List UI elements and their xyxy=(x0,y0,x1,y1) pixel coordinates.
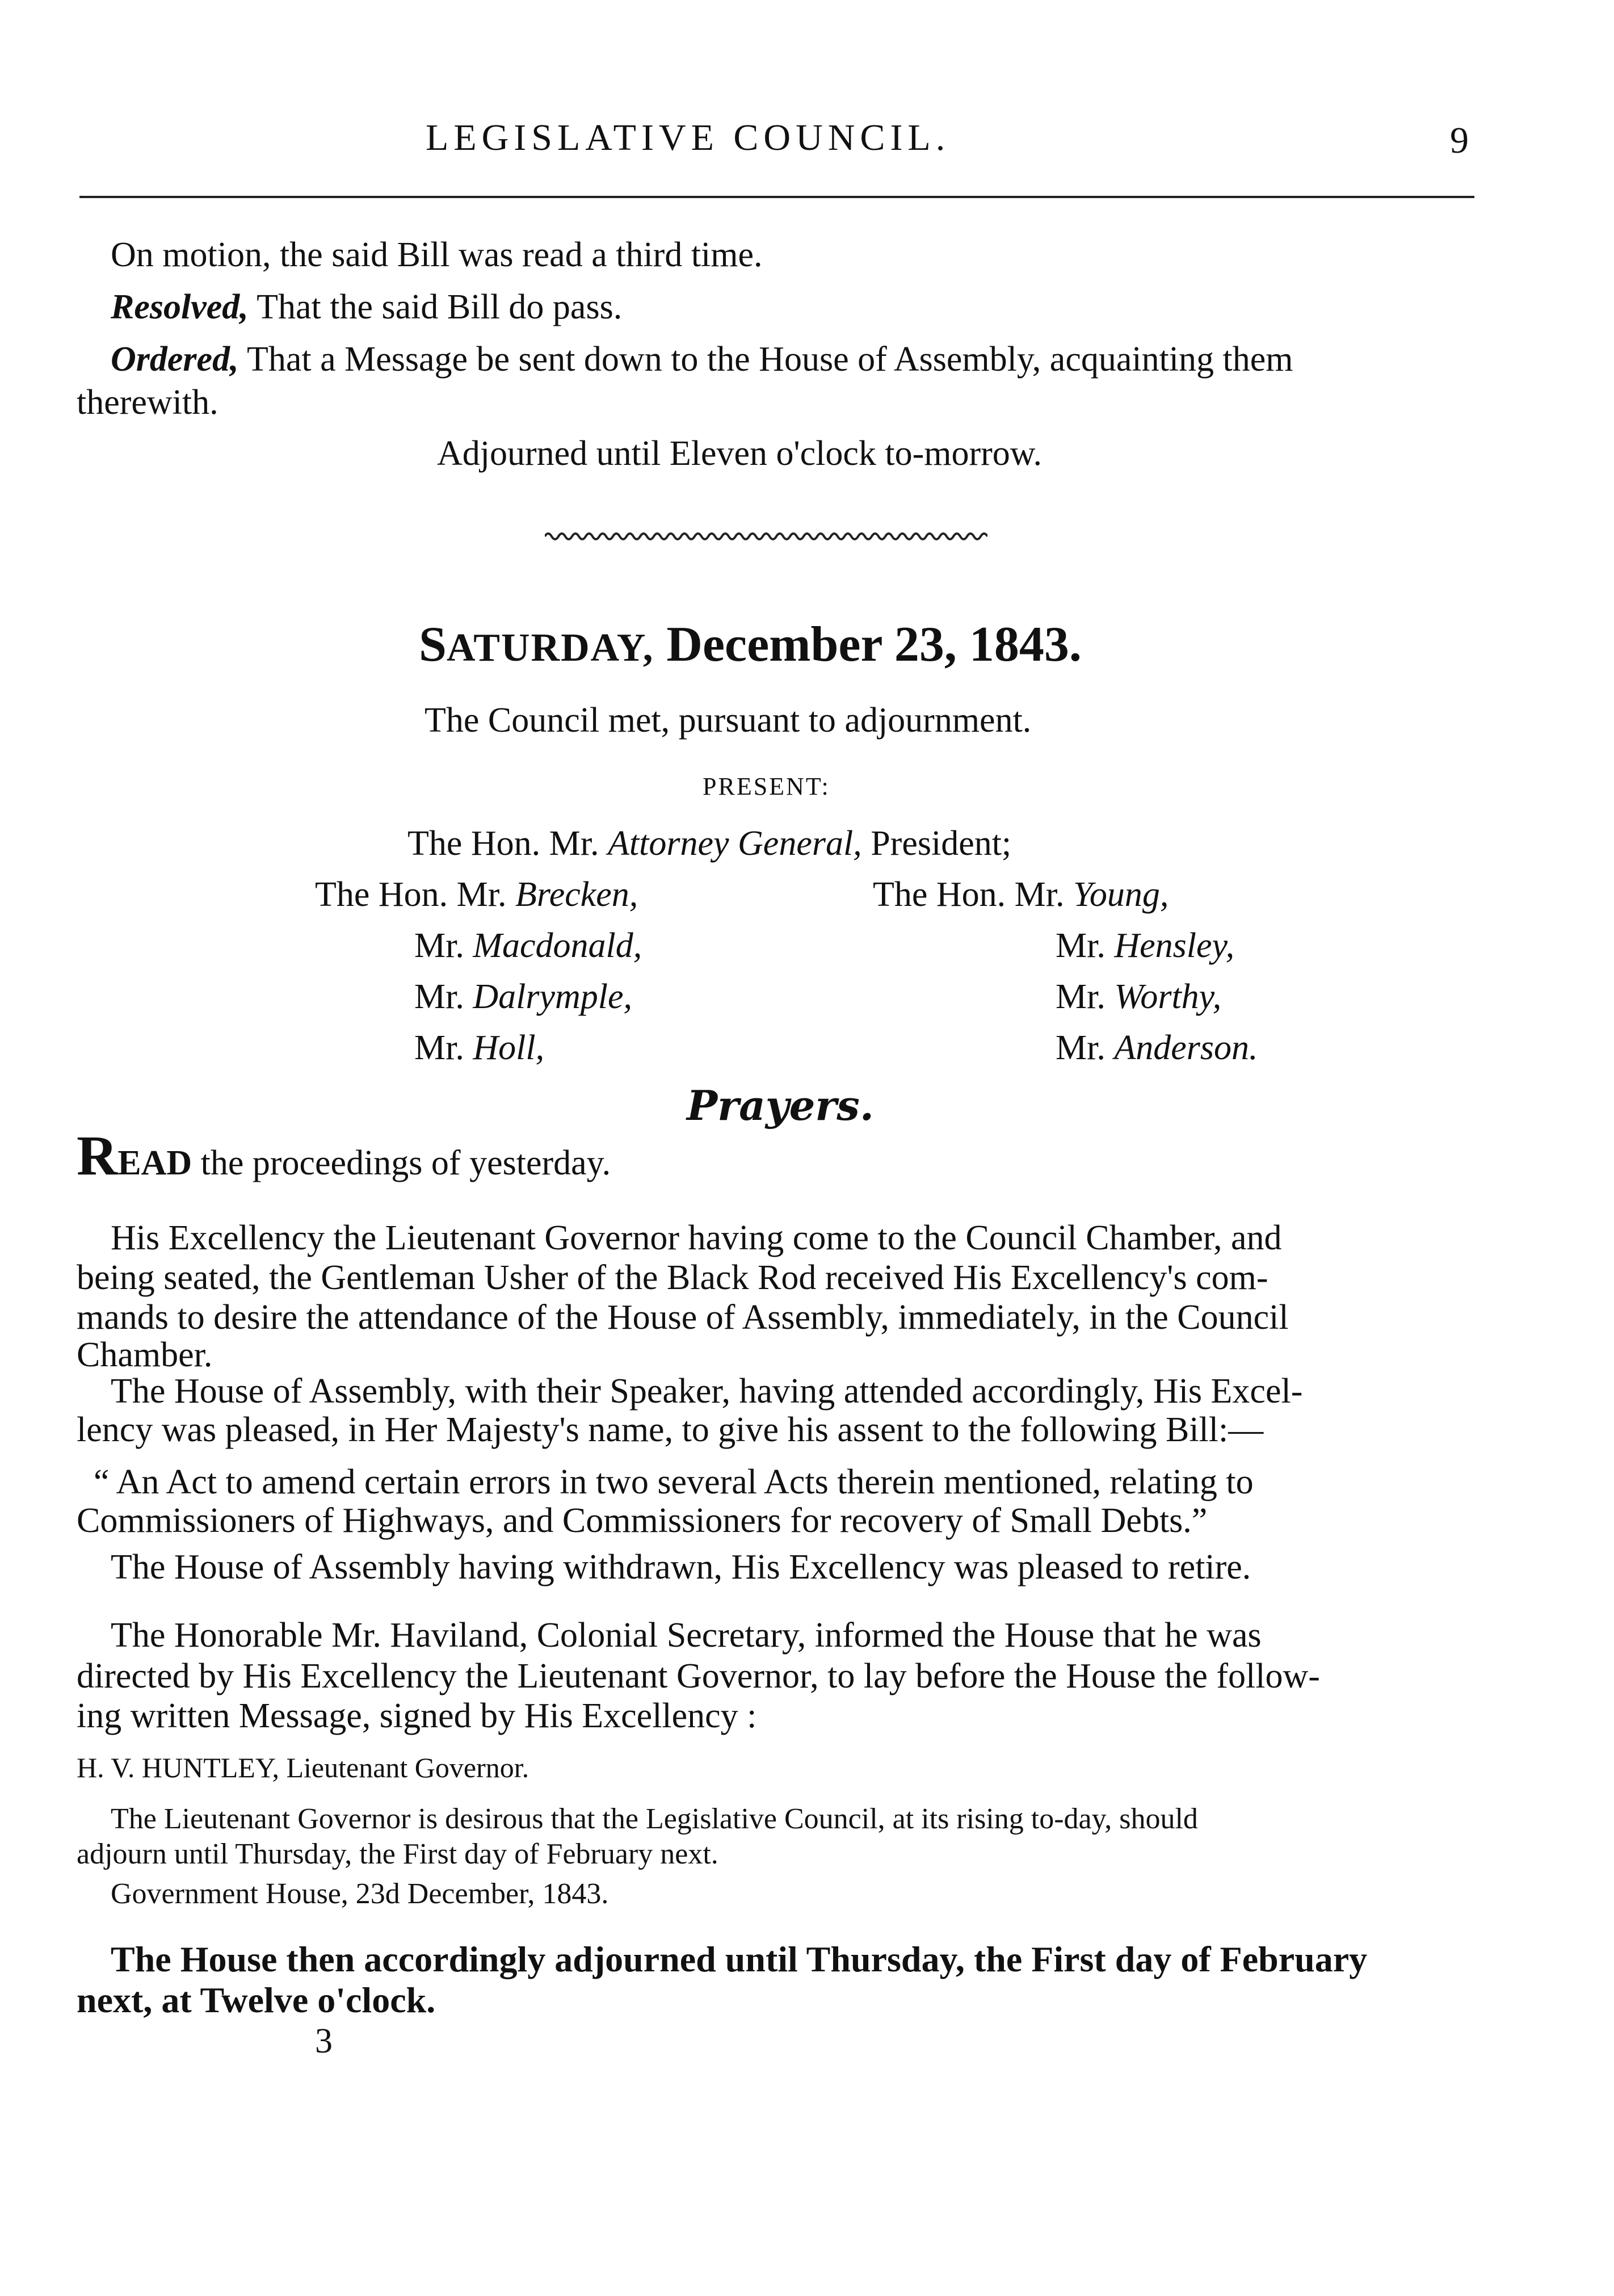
governor-p1-line4: Chamber. xyxy=(77,1336,213,1374)
member-name: Brecken, xyxy=(515,875,638,914)
member-right-3 xyxy=(1056,973,1221,1020)
governor-signature: H. V. HUNTLEY, Lieutenant Governor. xyxy=(77,1752,529,1783)
ordered-label: Ordered, xyxy=(111,340,239,379)
section-ornament xyxy=(545,528,987,545)
act-title-line2: Commissioners of Highways, and Commissioners for recovery of Small Debts.” xyxy=(77,1501,1208,1540)
resolved-label: Resolved, xyxy=(111,288,249,326)
resolved-text: That the said Bill do pass. xyxy=(257,288,623,326)
third-reading-line: On motion, the said Bill was read a third time. xyxy=(111,236,763,274)
drop-cap: R xyxy=(77,1124,118,1187)
member-left-4 xyxy=(414,1025,544,1071)
ordered-continuation: therewith. xyxy=(77,383,218,422)
present-label: PRESENT: xyxy=(703,773,830,800)
governor-p2-line1: The House of Assembly, with their Speaker, having attended accordingly, His Excel- xyxy=(111,1372,1303,1411)
read-line xyxy=(77,1124,611,1187)
message-intro-line3: ing written Message, signed by His Excellency : xyxy=(77,1697,757,1735)
member-left-1 xyxy=(315,871,638,918)
message-place-date: Government House, 23d December, 1843. xyxy=(111,1878,609,1910)
member-name: Young, xyxy=(1073,875,1169,914)
withdrawn-line: The House of Assembly having withdrawn, His Excellency was pleased to retire. xyxy=(111,1548,1251,1586)
read-text: the proceedings of yesterday. xyxy=(192,1144,611,1182)
member-right-4 xyxy=(1056,1025,1258,1071)
member-name: Worthy, xyxy=(1114,977,1222,1016)
governor-p1-line2: being seated, the Gentleman Usher of the Black Rod received His Excellency's com- xyxy=(77,1258,1268,1297)
prayers-heading: Prayers. xyxy=(687,1081,874,1130)
member-left-2 xyxy=(414,922,642,969)
president-name: Attorney General, xyxy=(608,824,862,863)
member-prefix: The Hon. Mr. xyxy=(315,875,507,914)
signature-mark: 3 xyxy=(315,2022,333,2060)
president-line xyxy=(407,820,1011,867)
message-body-line1: The Lieutenant Governor is desirous that the Legislative Council, at its rising to-day, should xyxy=(111,1803,1198,1835)
weekday-rest: ATURDAY, xyxy=(446,626,654,670)
governor-p1-line3: mands to desire the attendance of the House of Assembly, immediately, in the Council xyxy=(77,1298,1289,1337)
running-header: LEGISLATIVE COUNCIL. xyxy=(426,117,951,158)
resolved-line xyxy=(111,284,622,330)
member-prefix: The Hon. Mr. xyxy=(873,875,1065,914)
president-role: President; xyxy=(871,824,1012,863)
governor-p1-line1: His Excellency the Lieutenant Governor having come to the Council Chamber, and xyxy=(111,1219,1282,1257)
final-adjournment-line2: next, at Twelve o'clock. xyxy=(77,1980,436,2020)
session-date-heading xyxy=(419,616,1082,673)
session-date: December 23, 1843. xyxy=(666,617,1082,672)
member-left-3 xyxy=(414,973,632,1020)
final-adjournment-line1: The House then accordingly adjourned until Thursday, the First day of February xyxy=(111,1939,1368,1979)
member-right-1 xyxy=(873,871,1169,918)
member-name: Hensley, xyxy=(1114,926,1235,965)
member-prefix: Mr. xyxy=(1056,926,1106,965)
member-prefix: Mr. xyxy=(414,977,464,1016)
adjourned-line: Adjourned until Eleven o'clock to-morrow. xyxy=(437,434,1043,473)
member-prefix: Mr. xyxy=(414,1029,464,1067)
ordered-text: That a Message be sent down to the House of Assembly, acquainting them xyxy=(246,340,1293,379)
member-name: Anderson. xyxy=(1114,1029,1258,1067)
weekday-initial: S xyxy=(419,617,447,672)
president-prefix: The Hon. Mr. xyxy=(407,824,599,863)
member-right-2 xyxy=(1056,922,1234,969)
ordered-line xyxy=(111,336,1293,383)
header-rule xyxy=(79,196,1474,198)
member-prefix: Mr. xyxy=(1056,977,1106,1016)
member-name: Macdonald, xyxy=(473,926,642,965)
message-intro-line2: directed by His Excellency the Lieutenant Governor, to lay before the House the follow- xyxy=(77,1657,1320,1695)
page-number: 9 xyxy=(1450,120,1469,161)
governor-p2-line2: lency was pleased, in Her Majesty's name, to give his assent to the following Bill:— xyxy=(77,1411,1264,1449)
member-name: Dalrymple, xyxy=(473,977,633,1016)
read-caps: EAD xyxy=(117,1144,192,1182)
council-met-line: The Council met, pursuant to adjournment. xyxy=(424,701,1032,740)
member-prefix: Mr. xyxy=(1056,1029,1106,1067)
message-intro-line1: The Honorable Mr. Haviland, Colonial Secretary, informed the House that he was xyxy=(111,1616,1262,1655)
member-name: Holl, xyxy=(473,1029,545,1067)
act-title-line1: “ An Act to amend certain errors in two several Acts therein mentioned, relating to xyxy=(94,1463,1254,1501)
message-body-line2: adjourn until Thursday, the First day of February next. xyxy=(77,1838,718,1870)
member-prefix: Mr. xyxy=(414,926,464,965)
